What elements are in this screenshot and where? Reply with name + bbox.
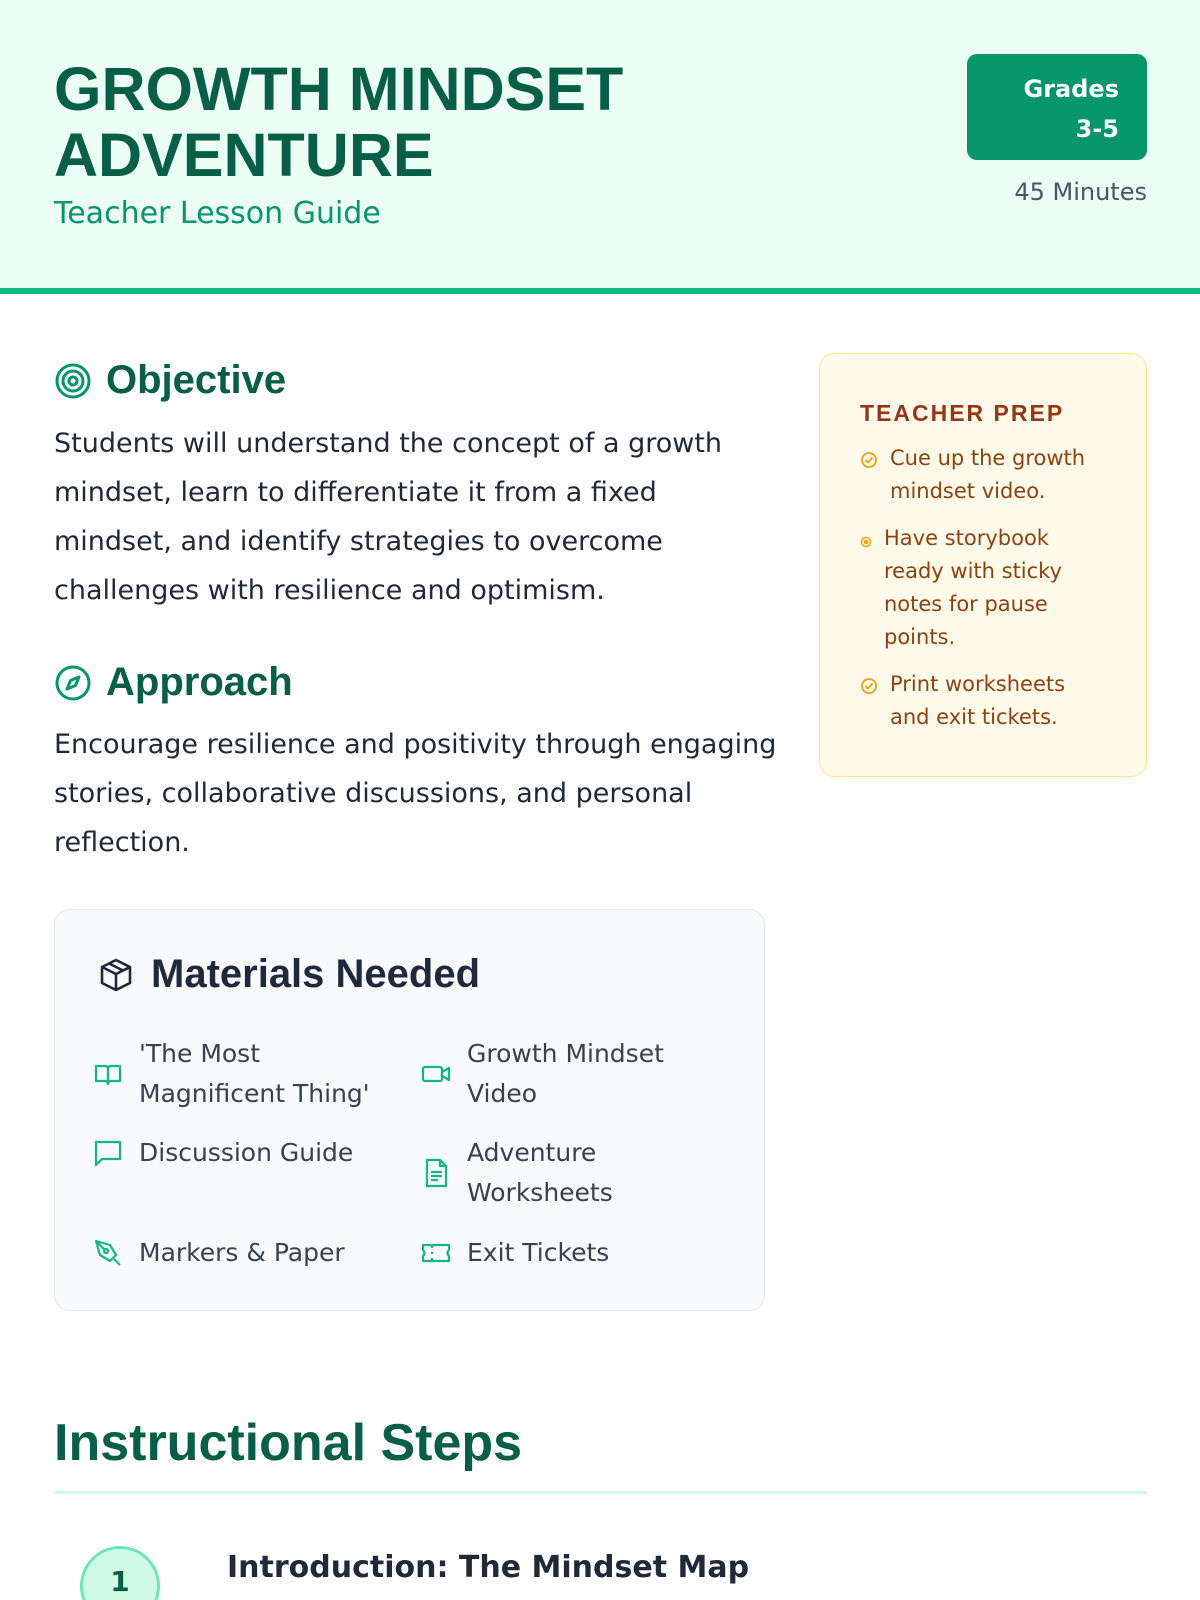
teacher-prep-title: TEACHER PREP: [860, 400, 1065, 426]
material-item: [93, 1133, 393, 1173]
material-item: [93, 1233, 393, 1273]
objective-heading: [54, 358, 286, 403]
grade-badge: Grades 3-5: [967, 54, 1147, 160]
book-icon: [93, 1059, 123, 1089]
approach-heading: [54, 660, 293, 705]
objective-text: Students will understand the concept of a growth mindset, learn to differentiate it from a fixed mindset, and identify strategies to overcome challenges with resilience and optimism.: [54, 428, 723, 606]
material-item: [421, 1133, 641, 1213]
pen-icon: [93, 1238, 123, 1268]
duration-label: 45 Minutes: [1014, 178, 1147, 206]
prep-text: Cue up the growth mindset video.: [890, 446, 1086, 503]
video-icon: [421, 1059, 451, 1089]
ticket-icon: [421, 1238, 451, 1268]
material-label: 'The Most Magnificent Thing': [139, 1039, 370, 1108]
material-label: Growth Mindset Video: [467, 1039, 664, 1108]
teacher-prep-card: [819, 353, 1147, 777]
document-icon: [421, 1158, 451, 1188]
prep-item: [860, 668, 1100, 734]
steps-divider: [54, 1491, 1147, 1494]
material-item: [421, 1233, 681, 1273]
check-circle-icon: [860, 677, 878, 695]
approach-text: Encourage resilience and positivity through engaging stories, collaborative discussions, and personal reflection.: [54, 729, 777, 858]
prep-item: [860, 442, 1110, 508]
page-subtitle: Teacher Lesson Guide: [54, 196, 381, 231]
material-label: Exit Tickets: [467, 1238, 610, 1267]
compass-icon: [54, 664, 92, 702]
dot-circle-icon: [860, 533, 872, 545]
objective-title: Objective: [106, 358, 287, 402]
page-title: GROWTH MINDSET ADVENTURE: [54, 55, 624, 189]
check-circle-icon: [860, 451, 878, 469]
material-item: [93, 1034, 393, 1114]
step-title: Introduction: The Mindset Map: [227, 1550, 750, 1585]
lesson-header: [0, 0, 1200, 294]
step-number: 1: [80, 1546, 160, 1600]
materials-heading: [97, 952, 480, 997]
material-label: Discussion Guide: [139, 1138, 354, 1167]
prep-item: [860, 522, 1095, 654]
material-item: [421, 1034, 681, 1114]
materials-title: Materials Needed: [151, 952, 481, 996]
prep-text: Print worksheets and exit tickets.: [890, 672, 1066, 729]
steps-title: Instructional Steps: [54, 1414, 523, 1472]
prep-text: Have storybook ready with sticky notes for pause points.: [884, 526, 1063, 649]
material-label: Markers & Paper: [139, 1238, 345, 1267]
approach-title: Approach: [106, 660, 293, 704]
package-icon: [97, 956, 135, 994]
message-icon: [93, 1138, 123, 1168]
material-label: Adventure Worksheets: [467, 1138, 613, 1207]
target-icon: [54, 362, 92, 400]
materials-card: [54, 909, 765, 1311]
